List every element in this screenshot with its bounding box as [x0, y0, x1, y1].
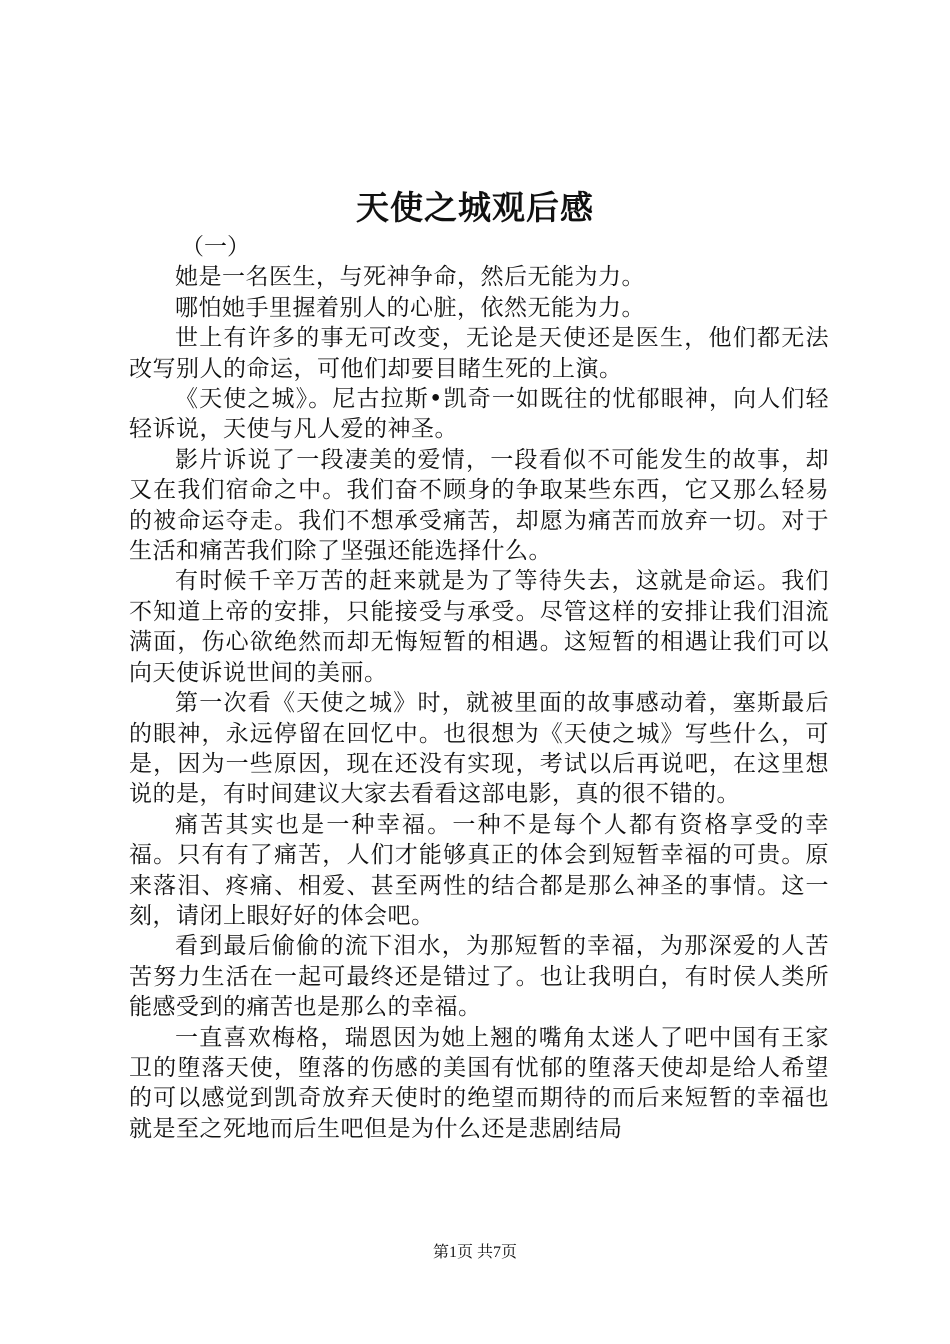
paragraph: 世上有许多的事无可改变，无论是天使还是医生，他们都无法改写别人的命运，可他们却要目睹生死的上演。 [129, 325, 829, 382]
paragraph: 有时候千辛万苦的赶来就是为了等待失去，这就是命运。我们不知道上帝的安排，只能接受与承受。尽管这样的安排让我们泪流满面，伤心欲绝然而却无悔短暂的相遇。这短暂的相遇让我们可以向天使诉说世间的美丽。 [129, 568, 829, 686]
page-title: 天使之城观后感 [356, 188, 594, 227]
section-mark: （一） [181, 234, 250, 260]
paragraph: 看到最后偷偷的流下泪水，为那短暂的幸福，为那深爱的人苦苦努力生活在一起可最终还是错过了。也让我明白，有时侯人类所能感受到的痛苦也是那么的幸福。 [129, 933, 829, 1021]
paragraph: 一直喜欢梅格，瑞恩因为她上翘的嘴角太迷人了吧中国有王家卫的堕落天使，堕落的伤感的美国有忧郁的堕落天使却是给人希望的可以感觉到凯奇放弃天使时的绝望而期待的而后来短暂的幸福也就是至之死地而后生吧但是为什么还是悲剧结局 [129, 1024, 829, 1142]
paragraph: 《天使之城》。尼古拉斯•凯奇一如既往的忧郁眼神，向人们轻轻诉说，天使与凡人爱的神圣。 [129, 386, 829, 443]
paragraph: 哪怕她手里握着别人的心脏，依然无能为力。 [175, 294, 645, 321]
paragraph: 影片诉说了一段凄美的爱情，一段看似不可能发生的故事，却又在我们宿命之中。我们奋不顾身的争取某些东西，它又那么轻易的被命运夺走。我们不想承受痛苦，却愿为痛苦而放弃一切。对于生活和痛苦我们除了坚强还能选择什么。 [129, 446, 829, 565]
paragraph: 她是一名医生，与死神争命，然后无能为力。 [175, 264, 645, 291]
paragraph: 痛苦其实也是一种幸福。一种不是每个人都有资格享受的幸福。只有有了痛苦，人们才能够真正的体会到短暂幸福的可贵。原来落泪、疼痛、相爱、甚至两性的结合都是那么神圣的事情。这一刻，请闭上眼好好的体会吧。 [129, 811, 829, 929]
page-footer: 第1页 共7页 [432, 1244, 517, 1261]
paragraph: 第一次看《天使之城》时，就被里面的故事感动着，塞斯最后的眼神，永远停留在回忆中。也很想为《天使之城》写些什么，可是，因为一些原因，现在还没有实现，考试以后再说吧，在这里想说的是，有时间建议大家去看看这部电影，真的很不错的。 [129, 690, 829, 808]
document-body [129, 232, 829, 1144]
